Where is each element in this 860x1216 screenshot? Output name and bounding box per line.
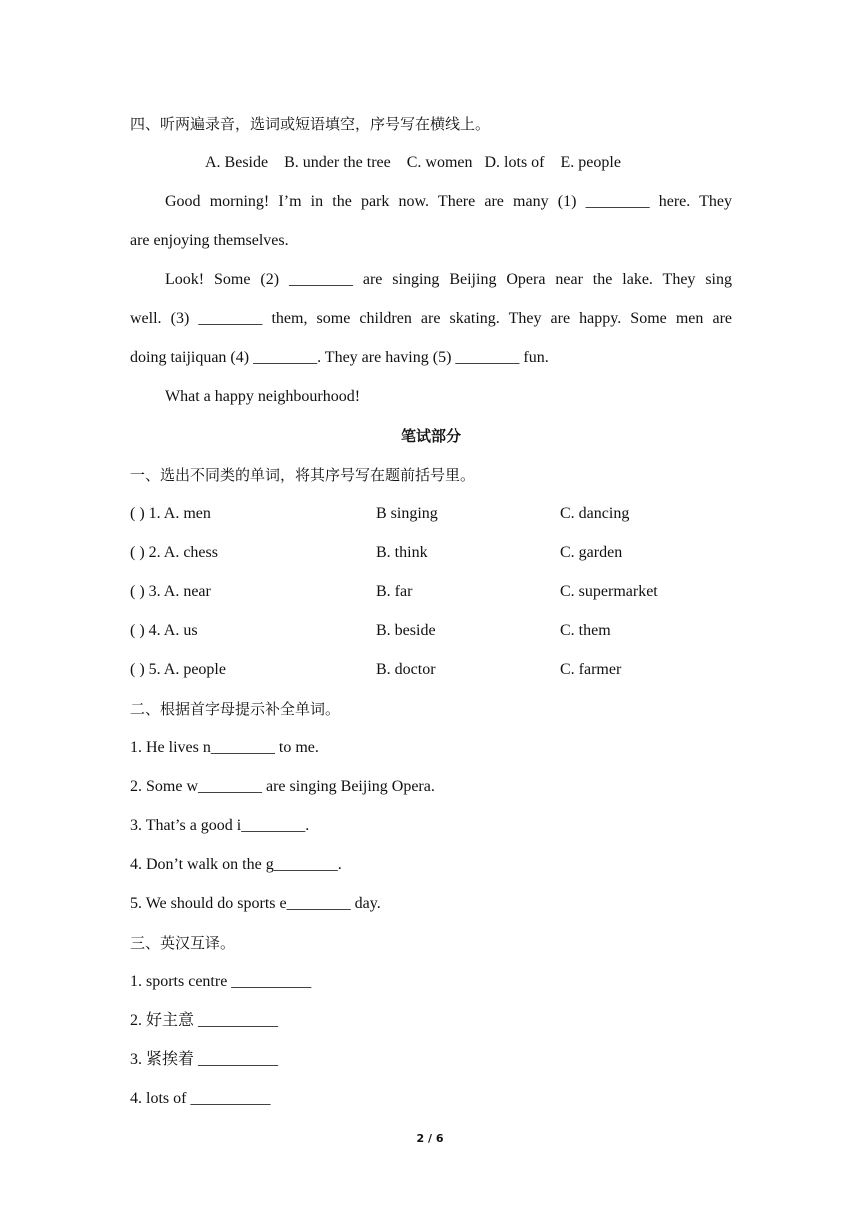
translate-item: 2. 好主意 __________ <box>130 1012 279 1029</box>
option-c: C. garden <box>560 544 623 561</box>
option-b: B. think <box>376 544 428 561</box>
written-section-title: 笔试部分 <box>400 427 461 445</box>
passage-line: are enjoying themselves. <box>130 232 289 249</box>
section3-heading: 三、英汉互译。 <box>130 934 236 952</box>
option-c: C. dancing <box>560 505 630 522</box>
page-number: 2 / 6 <box>416 1132 444 1145</box>
option-b: B. beside <box>376 622 436 639</box>
option-a: ( ) 3. A. near <box>130 583 211 600</box>
passage-line: well. (3) ________ them, some children are skating. They are happy. Some men are <box>130 310 732 327</box>
passage-line: What a happy neighbourhood! <box>165 388 361 405</box>
translate-item: 4. lots of __________ <box>130 1090 271 1107</box>
option-c: C. them <box>560 622 611 639</box>
fill-item: 1. He lives n________ to me. <box>130 739 319 756</box>
passage-line: Good morning! I’m in the park now. There are many (1) ________ here. They <box>165 193 732 210</box>
fill-item: 2. Some w________ are singing Beijing Opera. <box>130 778 435 795</box>
choice-row <box>130 582 732 602</box>
option-a: ( ) 1. A. men <box>130 505 211 522</box>
choice-row <box>130 504 732 524</box>
choice-row <box>130 660 732 680</box>
option-c: C. farmer <box>560 661 622 678</box>
section1-heading: 一、选出不同类的单词，将其序号写在题前括号里。 <box>130 466 476 484</box>
option-c: C. supermarket <box>560 583 658 600</box>
translate-item: 3. 紧挨着 __________ <box>130 1051 279 1068</box>
fill-item: 3. That’s a good i________. <box>130 817 310 834</box>
option-b: B singing <box>376 505 438 522</box>
choice-row <box>130 543 732 563</box>
choice-row <box>130 621 732 641</box>
option-b: B. doctor <box>376 661 436 678</box>
listening-options: A. Beside B. under the tree C. women D. lots of E. people <box>205 154 621 171</box>
translate-item: 1. sports centre __________ <box>130 973 312 990</box>
passage-line: doing taijiquan (4) ________. They are having (5) ________ fun. <box>130 349 549 366</box>
section2-heading: 二、根据首字母提示补全单词。 <box>130 700 341 718</box>
option-a: ( ) 2. A. chess <box>130 544 218 561</box>
option-a: ( ) 5. A. people <box>130 661 226 678</box>
option-a: ( ) 4. A. us <box>130 622 198 639</box>
listening-heading: 四、听两遍录音，选词或短语填空，序号写在横线上。 <box>130 115 491 133</box>
passage-line: Look! Some (2) ________ are singing Beijing Opera near the lake. They sing <box>165 271 732 288</box>
fill-item: 5. We should do sports e________ day. <box>130 895 381 912</box>
fill-item: 4. Don’t walk on the g________. <box>130 856 342 873</box>
option-b: B. far <box>376 583 413 600</box>
